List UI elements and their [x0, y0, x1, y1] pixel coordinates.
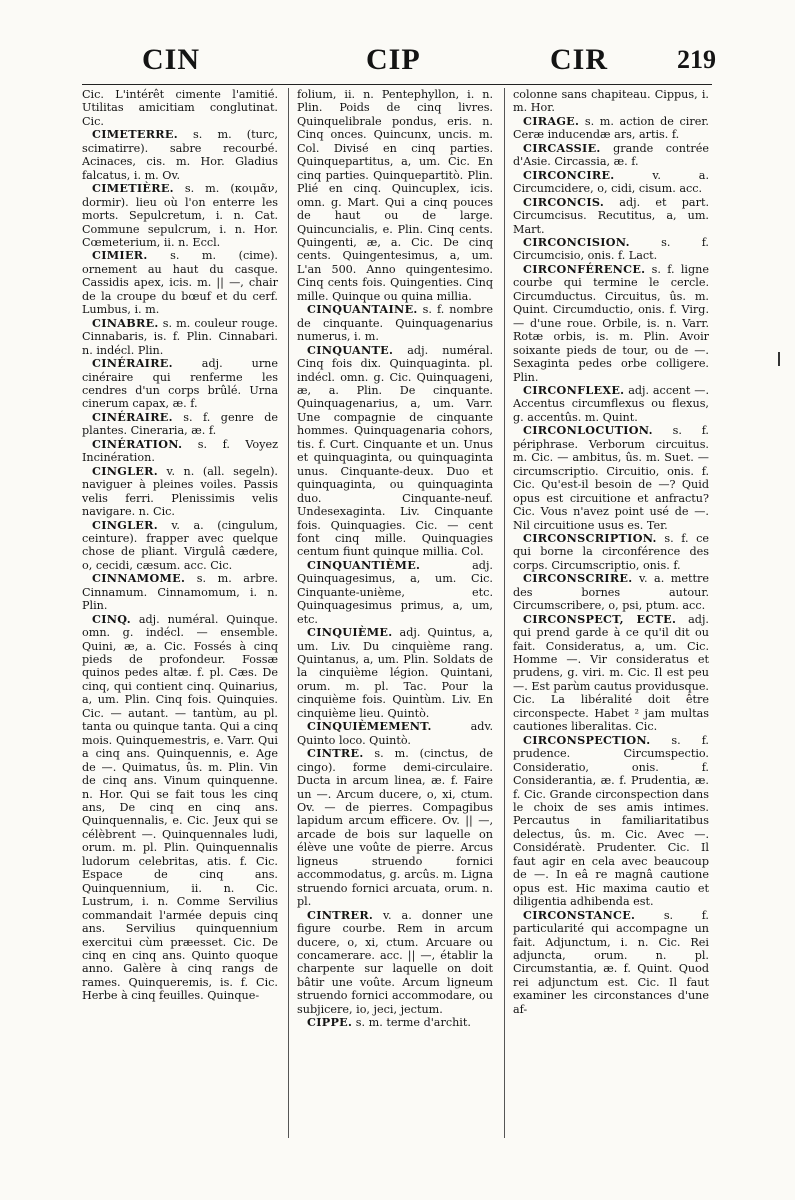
dictionary-entry [297, 747, 493, 908]
dictionary-entry [297, 303, 493, 343]
entry-headword: CIPPE. [307, 1015, 353, 1030]
dictionary-entry [513, 572, 709, 612]
entry-definition: adv. Quinto loco. Quintò. [297, 720, 493, 747]
column-divider-2 [504, 88, 505, 1138]
entry-definition: adj. qui prend garde à ce qu'il dit ou fait. Consideratus, a, um. Cic. Homme —. Vir consideratus et prudens, g. viri. m. Cic. Il est peu —. Est parùm cautus providusque. Cic. La libéralité doit être circonspecte. Habet ² jam multas cautiones liberalitas. Cic. [513, 612, 709, 734]
dictionary-entry [82, 317, 278, 357]
entry-headword: CINABRE. [92, 315, 159, 330]
dictionary-entry [297, 1016, 493, 1029]
dictionary-entry [513, 88, 709, 115]
entry-headword: CIRCONSTANCE. [523, 907, 636, 922]
entry-definition: s. f. ligne courbe qui termine le cercle. Circumductus. Circuitus, ûs. m. Quint. Circumductio, onis. f. Virg. — d'une roue. Orbile, is. n. Varr. Rotæ orbis, is. m. Plin. Avoir soixante pieds de tour, ou de —. Sexaginta pedes orbe colligere. Plin. [513, 262, 709, 384]
entry-headword: CIRCONCIRE. [523, 167, 615, 182]
column-3 [513, 88, 709, 1168]
dictionary-entry [297, 559, 493, 626]
dictionary-entry [82, 613, 278, 1003]
entry-definition: adj. numéral. Quinque. omn. g. indécl. — ensemble. Quini, æ, a. Cic. Fossés à cinq pieds de profondeur. Fossæ quinos pedes altæ. f. pl. Cæs. De cinq, qui contient cinq. Quinarius, a, um. Plin. Cinq fois. Quinquies. Cic. — autant. — tantùm, au pl. tanta ou quinque tanta. Qui a cinq mois. Quinquemestris, e. Varr. Qui a cinq ans. Quinquennis, e. Age de —. Quimatus, ûs. m. Plin. Vin de cinq ans. Vinum quinquenne. n. Hor. Qui se fait tous les cinq ans, De cinq en cinq ans. Quinquennalis, e. Cic. Jeux qui se célèbrent —. Quinquennales ludi, orum. m. pl. Plin. Quinquennalis ludorum celebritas, atis. f. Cic. Espace de cinq ans. Quinquennium, ii. n. Cic. Lustrum, i. n. Comme Servilius commandait l'armée depuis cinq ans. Servilius quinquennium exercitui cùm præesset. Cic. De cinq en cinq ans. Quinto quoque anno. Galère à cinq rangs de rames. Quinqueremis, is. f. Cic. Herbe à cinq feuilles. Quinque- [82, 612, 278, 1003]
dictionary-entry [297, 626, 493, 720]
entry-headword: CIRCONCIS. [523, 194, 605, 209]
entry-headword: CIRCONCISION. [523, 234, 630, 249]
page-header [80, 40, 720, 84]
dictionary-entry [513, 263, 709, 384]
entry-headword: CINÉRATION. [92, 436, 183, 451]
entry-definition: s. f. nombre de cinquante. Quinquagenarius numerus, i. m. [297, 303, 493, 344]
entry-definition: adj. numéral. Cinq fois dix. Quinquaginta. pl. indécl. omn. g. Cic. Quinquageni, æ, a. Plin. De cinquante. Quinquagenarius, a, um. Varr. Une compagnie de cinquante hommes. Quinquagenaria cohors, tis. f. Curt. Cinquante et un. Unus et quinquaginta, ou quinquaginta unus. Cinquante-deux. Duo et quinquaginta, ou quinquaginta duo. Cinquante-neuf. Undesexaginta. Liv. Cinquante fois. Quinquagies. Cic. — cent font cinq mille. Quinquagies centum fiunt quinque millia. Col. [297, 343, 493, 559]
entry-definition: grande contrée d'Asie. Circassia, æ. f. [513, 141, 709, 169]
entry-headword: CIRCONSCRIPTION. [523, 530, 657, 545]
column-2 [297, 88, 493, 1168]
dictionary-entry [513, 532, 709, 572]
dictionary-entry [82, 519, 278, 573]
entry-definition: s. f. Circumcisio, onis. f. Lact. [513, 235, 709, 263]
entry-headword: CIRCONFLEXE. [523, 382, 625, 397]
column-divider-1 [288, 88, 289, 1138]
entry-definition: adj. accent —. Accentus circumflexus ou flexus, g. accentûs. m. Quint. [513, 383, 709, 424]
entry-headword: CIRAGE. [523, 113, 580, 128]
entry-definition: s. m. arbre. Cinnamum. Cinnamomum, i. n. Plin. [82, 572, 278, 613]
entry-headword: CIMETIÈRE. [92, 181, 174, 196]
entry-definition: Cic. L'intérêt cimente l'amitié. Utilitas amicitiam conglutinat. Cic. [82, 88, 278, 128]
dictionary-entry [297, 344, 493, 559]
entry-headword: CIRCASSIE. [523, 140, 601, 155]
entry-headword: CINGLER. [92, 463, 158, 478]
dictionary-entry [82, 465, 278, 519]
dictionary-entry [513, 909, 709, 1017]
entry-definition: s. m. (cinctus, de cingo). forme demi-circulaire. Ducta in arcum linea, æ. f. Faire un —. Arcum ducere, o, xi, ctum. Ov. — de pierres. Compagibus lapidum arcum efficere. Ov. || —, arcade de bois sur laquelle on élève une voûte de pierre. Arcus ligneus struendo fornici accommodatus, g. arcûs. m. Ligna struendo fornici arcuata, orum. n. pl. [297, 747, 493, 909]
dictionary-entry [297, 720, 493, 747]
dictionary-entry [82, 411, 278, 438]
entry-definition: s. m. (cime). ornement au haut du casque. Cassidis apex, icis. m. || —, chair de la croupe du bœuf et du cerf. Lumbus, i. m. [82, 249, 278, 317]
entry-headword: CINQUIÈMEMENT. [307, 719, 432, 734]
entry-headword: CINQUANTIÈME. [307, 557, 421, 572]
entry-definition: s. m. (turc, scimatirre). sabre recourbé. Acinaces, cis. m. Hor. Gladius falcatus, i. m. Ov. [82, 128, 278, 182]
entry-definition: s. m. (κοιμᾶν, dormir). lieu où l'on enterre les morts. Sepulcretum, i. n. Cat. Commune sepulcrum, i. n. Hor. Cœmeterium, ii. n. Eccl. [82, 182, 278, 249]
dictionary-entry [513, 734, 709, 909]
entry-definition: s. m. terme d'archit. [352, 1016, 471, 1030]
dictionary-entry [82, 357, 278, 411]
entry-definition: adj. et part. Circumcisus. Recutitus, a, um. Mart. [513, 195, 709, 236]
entry-definition: s. f. ce qui borne la circonférence des corps. Circumscriptio, onis. f. [513, 531, 709, 572]
dictionary-entry [82, 88, 278, 128]
dictionary-entry [297, 909, 493, 1017]
dictionary-entry [82, 438, 278, 465]
dictionary-entry [297, 88, 493, 303]
entry-definition: v. a. Circumcidere, o, cidi, cisum. acc. [513, 168, 709, 196]
entry-headword: CIRCONSPECTION. [523, 732, 651, 747]
entry-definition: adj. Quinquagesimus, a, um. Cic. Cinquante-unième, etc. Quinquagesimus primus, a, um, etc. [297, 558, 493, 626]
middle-running-head: CIP [366, 43, 421, 76]
dictionary-entry [82, 182, 278, 249]
dictionary-entry [513, 196, 709, 236]
entry-definition: folium, ii. n. Pentephyllon, i. n. Plin. Poids de cinq livres. Quinquelibrale pondus, eris. n. Cinq onces. Quincunx, uncis. m. Col. Divisé en cinq parties. Quinquepartitus, a, um. Cic. En cinq parties. Quinquepartitò. Plin. Plié en cinq. Quincuplex, icis. omn. g. Mart. Qui a cinq pouces de haut ou de large. Quincuncialis, e. Plin. Cinq cents. Quingenti, æ, a. Cic. De cinq cents. Quingentesimus, a, um. L'an 500. Anno quingentesimo. Cinq cents fois. Quingenties. Cinq mille. Quinque ou quina millia. [297, 88, 493, 303]
dictionary-entry [513, 384, 709, 424]
entry-headword: CIRCONFÉRENCE. [523, 261, 646, 276]
entry-headword: CINTRE. [307, 746, 364, 761]
entry-definition: s. f. périphrase. Verborum circuitus. m. Cic. — ambitus, ûs. m. Suet. — circumscriptio. Circuitio, onis. f. Cic. Qu'est-il besoin de —? Quid opus est circuitione et anfractu? Cic. Vous n'avez point usé de —. Nil circuitione usus es. Ter. [513, 424, 709, 532]
entry-headword: CINGLER. [92, 517, 158, 532]
dictionary-entry [513, 169, 709, 196]
entry-definition: v. a. (cingulum, ceinture). frapper avec quelque chose de pliant. Virgulâ cædere, o, cecidi, cæsum. acc. Cic. [82, 518, 278, 572]
entry-definition: s. f. particularité qui accompagne un fait. Adjunctum, i. n. Cic. Rei adjuncta, orum. n. pl. Circumstantia, æ. f. Quint. Quod rei adjunctum est. Cic. Il faut examiner les circonstances d'une af- [513, 908, 709, 1016]
dictionary-entry [82, 128, 278, 182]
page-number: 219 [677, 45, 716, 74]
entry-headword: CIRCONSCRIRE. [523, 571, 633, 586]
entry-definition: colonne sans chapiteau. Cippus, i. m. Hor. [513, 88, 709, 115]
entry-headword: CIRCONSPECT, ECTE. [523, 611, 677, 626]
dictionary-entry [513, 424, 709, 532]
entry-definition: adj. Quintus, a, um. Liv. Du cinquième rang. Quintanus, a, um. Plin. Soldats de la cinquième légion. Quintani, orum. m. pl. Tac. Pour la cinquième fois. Quintùm. Liv. En cinquième lieu. Quintò. [297, 626, 493, 720]
entry-definition: s. m. couleur rouge. Cinnabaris, is. f. Plin. Cinnabari. n. indécl. Plin. [82, 316, 278, 357]
entry-definition: v. n. (all. segeln). naviguer à pleines voiles. Passis velis ferri. Plenissimis velis navigare. n. Cic. [82, 464, 278, 519]
entry-definition: s. m. action de cirer. Ceræ inducendæ ars, artis. f. [513, 114, 709, 142]
dictionary-entry [513, 236, 709, 263]
entry-headword: CINQ. [92, 611, 131, 626]
right-running-head: CIR [550, 43, 609, 76]
entry-definition: v. a. donner une figure courbe. Rem in arcum ducere, o, xi, ctum. Arcuare ou concamerare. acc. || —, établir la charpente sur laquelle on doit bâtir une voûte. Arcum ligneum struendo fornici accommodare, ou subjicere, io, jeci, jectum. [297, 908, 493, 1016]
entry-headword: CINÉRAIRE. [92, 409, 173, 424]
dictionary-entry [513, 613, 709, 734]
entry-headword: CINQUANTAINE. [307, 302, 418, 317]
entry-definition: s. f. Voyez Incinération. [82, 437, 278, 465]
entry-headword: CINQUANTE. [307, 342, 394, 357]
entry-headword: CINNAMOME. [92, 571, 186, 586]
column-1 [82, 88, 278, 1168]
entry-headword: CIRCONLOCUTION. [523, 423, 653, 438]
dictionary-entry [513, 142, 709, 169]
entry-headword: CIMIER. [92, 248, 148, 263]
header-rule [82, 84, 712, 85]
entry-definition: s. f. genre de plantes. Cineraria, æ. f. [82, 410, 278, 438]
entry-definition: adj. urne cinéraire qui renferme les cendres d'un corps brûlé. Urna cinerum capax, æ. f. [82, 357, 278, 411]
margin-mark [778, 352, 780, 366]
dictionary-entry [513, 115, 709, 142]
entry-definition: v. a. mettre des bornes autour. Circumscribere, o, psi, ptum. acc. [513, 572, 709, 613]
entry-headword: CINÉRAIRE. [92, 356, 173, 371]
dictionary-entry [82, 572, 278, 612]
left-running-head: CIN [142, 43, 201, 76]
dictionary-entry [82, 249, 278, 316]
dictionary-columns [82, 88, 712, 1168]
entry-headword: CINQUIÈME. [307, 625, 393, 640]
entry-headword: CINTRER. [307, 907, 374, 922]
entry-headword: CIMETERRE. [92, 127, 178, 142]
entry-definition: s. f. prudence. Circumspectio. Consideratio, onis. f. Considerantia, æ. f. Prudentia, æ. f. Cic. Grande circonspection dans le choix de ses amis intimes. Percautus in familiaritatibus delectus, ûs. m. Cic. Avec —. Considératè. Prudenter. Cic. Il faut agir en cela avec beaucoup de —. In eâ re magnâ cautione opus est. Hic maxima cautio et diligentia adhibenda est. [513, 733, 709, 909]
